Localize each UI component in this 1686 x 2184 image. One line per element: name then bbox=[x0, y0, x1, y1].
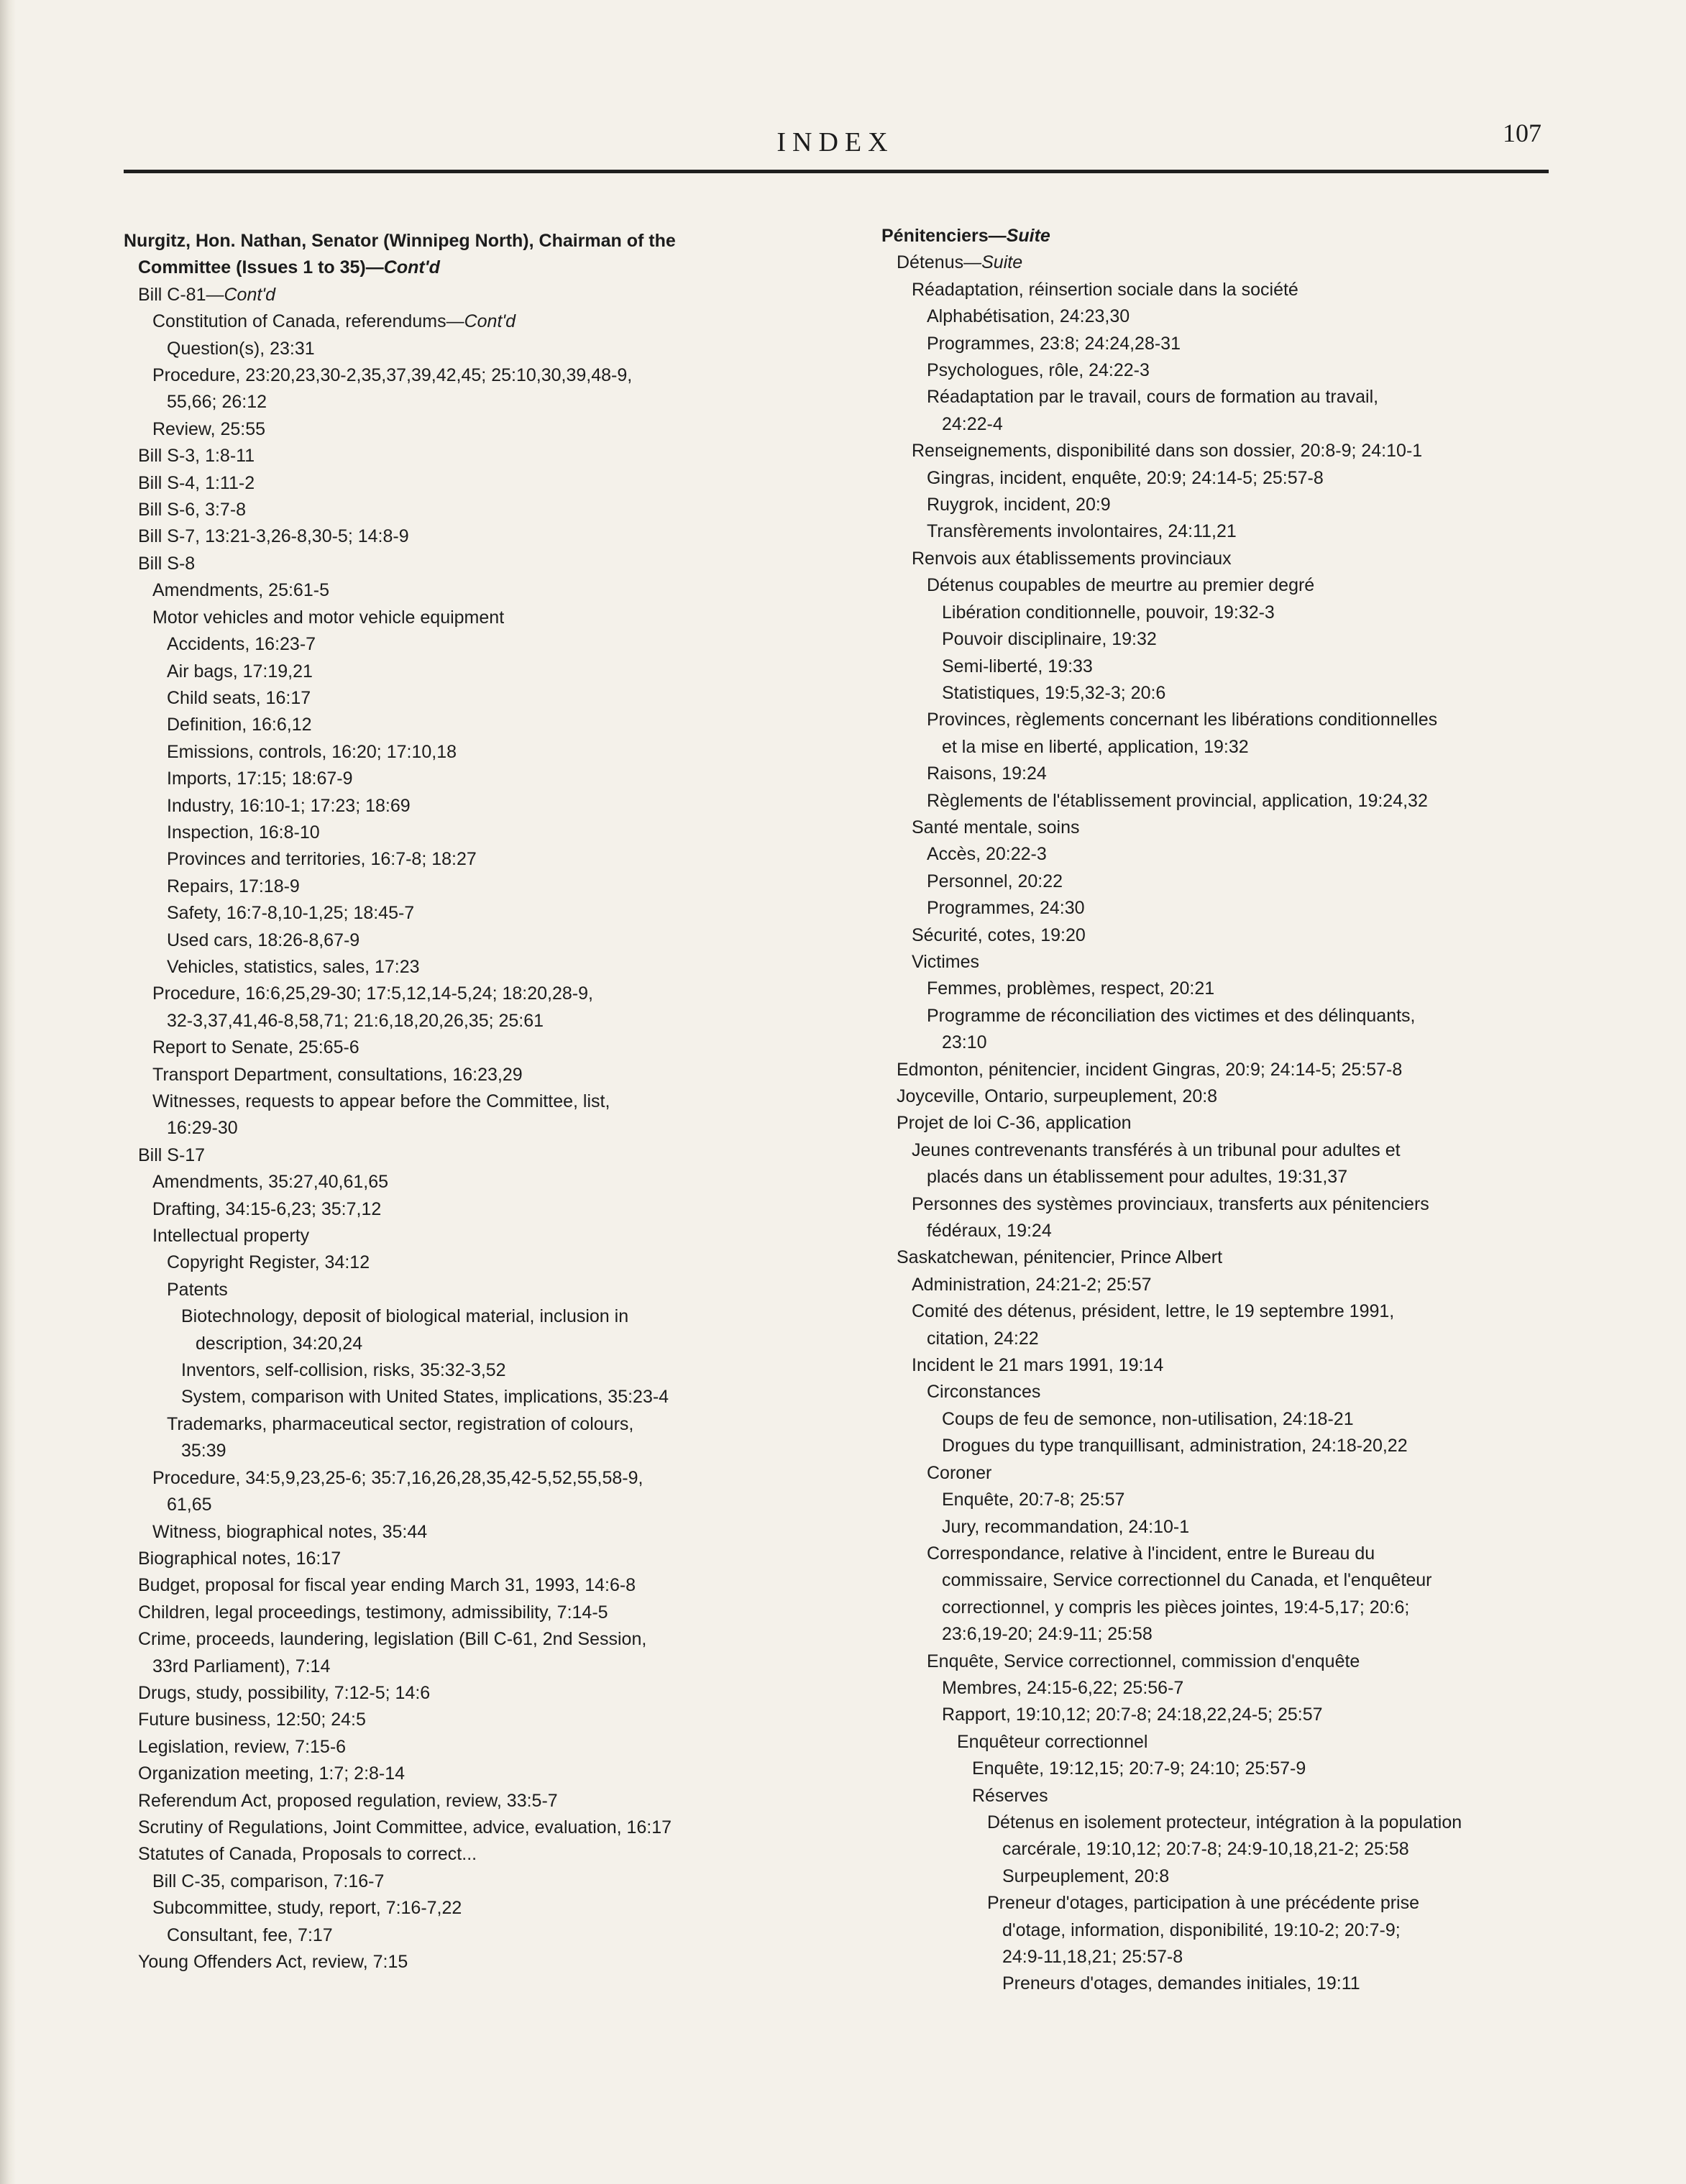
index-entry bbox=[881, 1970, 1615, 1997]
index-entry-text: Emissions, controls, 16:20; 17:10,18 bbox=[167, 741, 457, 762]
index-entry bbox=[124, 1841, 857, 1868]
index-entry-text: Raisons, 19:24 bbox=[927, 763, 1047, 784]
index-entry-text: Membres, 24:15-6,22; 25:56-7 bbox=[942, 1677, 1184, 1698]
index-entry bbox=[124, 631, 857, 658]
index-entry bbox=[124, 523, 857, 550]
index-entry bbox=[124, 712, 857, 738]
index-entry-text: Jeunes contrevenants transférés à un tribunal pour adultes et bbox=[912, 1139, 1401, 1160]
index-entry bbox=[124, 1492, 857, 1518]
index-entry-text: Children, legal proceedings, testimony, admissibility, 7:14-5 bbox=[138, 1602, 608, 1623]
index-entry bbox=[881, 1379, 1615, 1405]
index-entry bbox=[881, 600, 1615, 626]
index-entry-text: Semi-liberté, 19:33 bbox=[942, 656, 1093, 676]
index-entry-text: Enquête, Service correctionnel, commission d'enquête bbox=[927, 1651, 1360, 1671]
index-entry-text: citation, 24:22 bbox=[927, 1328, 1039, 1349]
index-entry bbox=[881, 249, 1615, 276]
index-entry bbox=[881, 1191, 1615, 1218]
continuation-marker: Cont'd bbox=[383, 257, 440, 278]
index-entry bbox=[124, 1331, 857, 1357]
index-entry-text: Child seats, 16:17 bbox=[167, 687, 311, 708]
index-entry-text: Consultant, fee, 7:17 bbox=[167, 1924, 333, 1945]
index-entry bbox=[881, 1244, 1615, 1271]
index-entry-text: Pouvoir disciplinaire, 19:32 bbox=[942, 629, 1157, 650]
index-entry-text: Trademarks, pharmaceutical sector, registration of colours, bbox=[167, 1413, 634, 1434]
index-entry bbox=[881, 572, 1615, 599]
index-entry-text: Détenus— bbox=[897, 252, 982, 273]
index-entry-text: Circonstances bbox=[927, 1382, 1041, 1403]
continuation-marker: Suite bbox=[1006, 226, 1050, 246]
index-entry bbox=[881, 1029, 1615, 1056]
index-entry-text: description, 34:20,24 bbox=[196, 1333, 363, 1354]
index-entry-text: Enquête, 19:12,15; 20:7-9; 24:10; 25:57-9 bbox=[972, 1758, 1306, 1779]
index-entry bbox=[881, 1890, 1615, 1917]
index-entry-text: Procedure, 34:5,9,23,25-6; 35:7,16,26,28,35,42-5,52,55,58-9, bbox=[152, 1467, 643, 1488]
index-entry-text: Constitution of Canada, referendums— bbox=[152, 311, 464, 332]
index-entry bbox=[881, 492, 1615, 518]
index-entry bbox=[124, 1761, 857, 1787]
index-entry bbox=[881, 1433, 1615, 1459]
right-index-column bbox=[881, 223, 1615, 1998]
index-entry bbox=[124, 900, 857, 927]
index-entry bbox=[124, 927, 857, 954]
index-entry-text: Surpeuplement, 20:8 bbox=[1002, 1866, 1170, 1886]
index-entry-text: Organization meeting, 1:7; 2:8-14 bbox=[138, 1763, 406, 1784]
index-entry bbox=[124, 336, 857, 362]
index-entry-text: Bill S-8 bbox=[138, 553, 196, 574]
index-entry bbox=[124, 470, 857, 497]
index-entry-text: 55,66; 26:12 bbox=[167, 392, 267, 413]
index-entry-text: Procedure, 23:20,23,30-2,35,37,39,42,45; 25:10,30,39,48-9, bbox=[152, 365, 633, 386]
index-entry bbox=[881, 1541, 1615, 1567]
index-entry-text: Correspondance, relative à l'incident, entre le Bureau du bbox=[927, 1543, 1375, 1564]
index-entry bbox=[124, 659, 857, 685]
index-entry-text: Bill S-4, 1:11-2 bbox=[138, 472, 255, 493]
left-index-column bbox=[124, 228, 857, 1976]
index-entry bbox=[124, 1034, 857, 1061]
index-entry bbox=[124, 739, 857, 766]
index-entry bbox=[124, 846, 857, 873]
index-entry-text: 32-3,37,41,46-8,58,71; 21:6,18,20,26,35; 25:61 bbox=[167, 1010, 544, 1031]
index-entry-text: Drafting, 34:15-6,23; 35:7,12 bbox=[152, 1198, 382, 1219]
index-entry bbox=[124, 793, 857, 820]
index-entry bbox=[881, 1944, 1615, 1970]
index-entry-text: Preneur d'otages, participation à une précédente prise bbox=[987, 1893, 1420, 1914]
index-entry bbox=[881, 465, 1615, 492]
index-entry-text: Détenus en isolement protecteur, intégration à la population bbox=[987, 1812, 1462, 1832]
index-entry bbox=[124, 497, 857, 523]
index-entry-text: Amendments, 35:27,40,61,65 bbox=[152, 1172, 389, 1193]
index-entry bbox=[124, 1438, 857, 1464]
index-entry-text: Réadaptation par le travail, cours de formation au travail, bbox=[927, 387, 1379, 408]
index-entry bbox=[881, 1756, 1615, 1782]
index-entry-text: Bill C-35, comparison, 7:16-7 bbox=[152, 1871, 385, 1891]
index-entry-text: placés dans un établissement pour adultes, 19:31,37 bbox=[927, 1167, 1348, 1188]
index-entry-text: Comité des détenus, président, lettre, le 19 septembre 1991, bbox=[912, 1301, 1395, 1322]
index-entry bbox=[124, 1922, 857, 1949]
index-entry bbox=[124, 954, 857, 981]
index-entry-text: Young Offenders Act, review, 7:15 bbox=[138, 1952, 408, 1972]
index-entry-text: Rapport, 19:10,12; 20:7-8; 24:18,22,24-5; 25:57 bbox=[942, 1704, 1323, 1725]
index-entry bbox=[124, 362, 857, 389]
continuation-marker: Cont'd bbox=[464, 311, 516, 332]
index-entry bbox=[881, 1406, 1615, 1433]
index-entry bbox=[881, 788, 1615, 815]
index-entry-text: Scrutiny of Regulations, Joint Committee, advice, evaluation, 16:17 bbox=[138, 1817, 672, 1837]
index-entry-text: Renvois aux établissements provinciaux bbox=[912, 548, 1232, 569]
index-entry bbox=[881, 411, 1615, 438]
index-entry-text: Coups de feu de semonce, non-utilisation, 24:18-21 bbox=[942, 1408, 1354, 1429]
page-shadow-edge bbox=[0, 0, 16, 2184]
index-entry-text: fédéraux, 19:24 bbox=[927, 1221, 1052, 1242]
index-entry bbox=[881, 1675, 1615, 1702]
index-entry-text: Preneurs d'otages, demandes initiales, 19:11 bbox=[1002, 1973, 1360, 1994]
page-number: 107 bbox=[1503, 119, 1541, 147]
index-entry-text: Referendum Act, proposed regulation, review, 33:5-7 bbox=[138, 1790, 558, 1811]
index-entry-text: Biotechnology, deposit of biological material, inclusion in bbox=[181, 1306, 629, 1327]
index-entry-text: Statistiques, 19:5,32-3; 20:6 bbox=[942, 682, 1166, 703]
index-entry bbox=[881, 1137, 1615, 1164]
index-entry-text: Provinces, règlements concernant les libérations conditionnelles bbox=[927, 710, 1438, 730]
continuation-marker: Cont'd bbox=[224, 284, 275, 305]
index-entry bbox=[124, 1196, 857, 1223]
index-entry bbox=[881, 1836, 1615, 1863]
page-title: INDEX bbox=[776, 127, 894, 157]
index-entry bbox=[881, 1567, 1615, 1594]
index-entry-text: Libération conditionnelle, pouvoir, 19:32-3 bbox=[942, 602, 1275, 623]
index-entry-text: Inventors, self-collision, risks, 35:32-3,52 bbox=[181, 1360, 506, 1381]
index-entry-text: Used cars, 18:26-8,67-9 bbox=[167, 930, 360, 950]
index-entry bbox=[881, 223, 1615, 249]
index-entry bbox=[881, 1702, 1615, 1728]
index-entry-text: Drogues du type tranquillisant, administration, 24:18-20,22 bbox=[942, 1436, 1408, 1456]
index-entry bbox=[881, 1057, 1615, 1083]
index-entry-text: correctionnel, y compris les pièces jointes, 19:4-5,17; 20:6; bbox=[942, 1597, 1410, 1618]
index-entry-text: Repairs, 17:18-9 bbox=[167, 876, 300, 896]
index-entry bbox=[124, 308, 857, 335]
index-entry-text: d'otage, information, disponibilité, 19:10-2; 20:7-9; bbox=[1002, 1919, 1401, 1940]
index-entry bbox=[124, 1465, 857, 1492]
index-entry bbox=[124, 873, 857, 900]
index-entry bbox=[881, 1164, 1615, 1190]
index-entry bbox=[124, 1519, 857, 1546]
index-entry-text: 23:10 bbox=[942, 1032, 987, 1053]
index-entry bbox=[124, 1949, 857, 1976]
index-entry bbox=[124, 820, 857, 846]
index-entry bbox=[124, 1895, 857, 1922]
index-entry-text: Budget, proposal for fiscal year ending March 31, 1993, 14:6-8 bbox=[138, 1575, 636, 1596]
index-entry bbox=[881, 1272, 1615, 1298]
index-entry-text: Question(s), 23:31 bbox=[167, 338, 315, 359]
index-entry bbox=[881, 1487, 1615, 1513]
index-entry-text: Drugs, study, possibility, 7:12-5; 14:6 bbox=[138, 1682, 431, 1703]
index-entry-text: Procedure, 16:6,25,29-30; 17:5,12,14-5,24; 18:20,28-9, bbox=[152, 983, 593, 1004]
index-entry-text: Psychologues, rôle, 24:22-3 bbox=[927, 360, 1150, 381]
index-entry-text: Programmes, 24:30 bbox=[927, 898, 1085, 919]
index-entry bbox=[881, 626, 1615, 653]
index-entry-text: 33rd Parliament), 7:14 bbox=[152, 1656, 331, 1676]
index-entry-text: Personnel, 20:22 bbox=[927, 871, 1063, 891]
index-entry-text: Patents bbox=[167, 1279, 228, 1300]
index-entry bbox=[124, 1249, 857, 1276]
index-entry-text: 16:29-30 bbox=[167, 1118, 238, 1139]
index-entry bbox=[881, 277, 1615, 303]
index-entry bbox=[881, 976, 1615, 1002]
index-entry bbox=[124, 981, 857, 1007]
index-entry bbox=[881, 734, 1615, 761]
index-entry-text: Saskatchewan, pénitencier, Prince Albert bbox=[897, 1247, 1223, 1268]
page-header bbox=[124, 115, 1547, 173]
index-entry bbox=[124, 1142, 857, 1169]
index-entry-text: Alphabétisation, 24:23,30 bbox=[927, 306, 1130, 327]
index-entry-text: Witnesses, requests to appear before the Committee, list, bbox=[152, 1091, 610, 1111]
index-entry bbox=[881, 1809, 1615, 1836]
index-entry-text: 61,65 bbox=[167, 1495, 212, 1515]
index-entry-text: 35:39 bbox=[181, 1441, 226, 1462]
index-entry-text: Industry, 16:10-1; 17:23; 18:69 bbox=[167, 795, 411, 816]
index-entry bbox=[881, 1783, 1615, 1809]
index-entry bbox=[124, 1223, 857, 1249]
index-entry-text: Règlements de l'établissement provincial, application, 19:24,32 bbox=[927, 790, 1428, 811]
index-entry bbox=[881, 1298, 1615, 1325]
index-entry-text: 24:9-11,18,21; 25:57-8 bbox=[1002, 1947, 1183, 1967]
index-entry bbox=[124, 1357, 857, 1384]
index-entry bbox=[124, 1734, 857, 1761]
index-entry bbox=[124, 1384, 857, 1410]
index-entry-text: Ruygrok, incident, 20:9 bbox=[927, 495, 1111, 515]
index-entry-text: Biographical notes, 16:17 bbox=[138, 1548, 342, 1569]
index-entry-text: Administration, 24:21-2; 25:57 bbox=[912, 1274, 1152, 1295]
index-entry bbox=[124, 1008, 857, 1034]
index-entry-text: Coroner bbox=[927, 1462, 992, 1483]
index-entry-text: Amendments, 25:61-5 bbox=[152, 580, 329, 601]
index-entry bbox=[881, 1514, 1615, 1541]
index-entry-text: Femmes, problèmes, respect, 20:21 bbox=[927, 978, 1215, 999]
index-entry bbox=[124, 1653, 857, 1680]
index-entry bbox=[881, 1863, 1615, 1890]
index-entry-text: Bill C-81— bbox=[138, 284, 224, 305]
index-entry bbox=[881, 1003, 1615, 1029]
index-entry bbox=[881, 384, 1615, 410]
index-entry-text: Report to Senate, 25:65-6 bbox=[152, 1037, 359, 1058]
index-entry bbox=[124, 1572, 857, 1599]
index-entry bbox=[124, 1788, 857, 1814]
index-entry-text: Enquête, 20:7-8; 25:57 bbox=[942, 1490, 1125, 1510]
index-entry-text: Transport Department, consultations, 16:23,29 bbox=[152, 1064, 523, 1085]
index-entry bbox=[881, 1648, 1615, 1675]
index-entry-text: Santé mentale, soins bbox=[912, 817, 1080, 838]
index-entry-text: et la mise en liberté, application, 19:32 bbox=[942, 736, 1249, 757]
index-entry bbox=[881, 1729, 1615, 1756]
index-entry-text: Jury, recommandation, 24:10-1 bbox=[942, 1516, 1190, 1537]
index-entry bbox=[881, 653, 1615, 680]
index-entry bbox=[124, 1303, 857, 1330]
index-entry bbox=[881, 895, 1615, 922]
index-entry-text: Imports, 17:15; 18:67-9 bbox=[167, 768, 353, 789]
index-entry bbox=[881, 1595, 1615, 1621]
index-entry-text: Bill S-6, 3:7-8 bbox=[138, 500, 247, 520]
index-entry bbox=[881, 841, 1615, 868]
index-entry bbox=[124, 228, 857, 254]
index-entry-text: Review, 25:55 bbox=[152, 418, 266, 439]
index-entry bbox=[881, 331, 1615, 357]
index-entry bbox=[124, 605, 857, 631]
index-entry bbox=[881, 1352, 1615, 1379]
index-entry-text: Statutes of Canada, Proposals to correct... bbox=[138, 1844, 477, 1865]
index-entry-text: Air bags, 17:19,21 bbox=[167, 661, 313, 682]
index-entry bbox=[124, 254, 857, 281]
index-entry bbox=[124, 1868, 857, 1895]
index-entry-text: Bill S-3, 1:8-11 bbox=[138, 446, 255, 467]
index-entry bbox=[124, 282, 857, 308]
index-entry-text: Committee (Issues 1 to 35)— bbox=[138, 257, 384, 278]
index-entry-text: Bill S-7, 13:21-3,26-8,30-5; 14:8-9 bbox=[138, 526, 409, 547]
index-entry bbox=[881, 949, 1615, 976]
index-entry bbox=[124, 1600, 857, 1626]
index-entry-text: Subcommittee, study, report, 7:16-7,22 bbox=[152, 1898, 462, 1919]
index-entry bbox=[124, 1088, 857, 1115]
index-entry-text: Réserves bbox=[972, 1785, 1048, 1806]
index-entry bbox=[124, 1115, 857, 1142]
index-entry-text: Détenus coupables de meurtre au premier degré bbox=[927, 575, 1315, 596]
index-entry bbox=[881, 922, 1615, 949]
index-entry bbox=[881, 707, 1615, 733]
header-rule bbox=[124, 170, 1549, 173]
index-entry bbox=[881, 518, 1615, 545]
index-entry bbox=[124, 1169, 857, 1196]
index-entry bbox=[881, 761, 1615, 787]
index-entry-text: Inspection, 16:8-10 bbox=[167, 822, 320, 843]
index-entry-text: Accidents, 16:23-7 bbox=[167, 634, 316, 655]
index-entry-text: Programmes, 23:8; 24:24,28-31 bbox=[927, 333, 1181, 354]
index-entry-text: Personnes des systèmes provinciaux, transferts aux pénitenciers bbox=[912, 1193, 1429, 1214]
index-entry bbox=[881, 868, 1615, 895]
index-entry bbox=[124, 551, 857, 577]
index-entry-text: Vehicles, statistics, sales, 17:23 bbox=[167, 956, 420, 977]
index-entry-text: System, comparison with United States, implications, 35:23-4 bbox=[181, 1387, 669, 1408]
index-entry bbox=[881, 1460, 1615, 1487]
index-entry bbox=[881, 303, 1615, 330]
index-entry-text: Definition, 16:6,12 bbox=[167, 715, 312, 735]
index-entry-text: commissaire, Service correctionnel du Canada, et l'enquêteur bbox=[942, 1570, 1432, 1591]
index-entry-text: Edmonton, pénitencier, incident Gingras, 20:9; 24:14-5; 25:57-8 bbox=[897, 1059, 1403, 1080]
index-entry-text: carcérale, 19:10,12; 20:7-8; 24:9-10,18,21-2; 25:58 bbox=[1002, 1839, 1409, 1860]
index-entry-text: 24:22-4 bbox=[942, 413, 1003, 434]
index-entry-text: Accès, 20:22-3 bbox=[927, 844, 1047, 865]
index-entry-text: Bill S-17 bbox=[138, 1144, 206, 1165]
index-entry-text: Réadaptation, réinsertion sociale dans la société bbox=[912, 279, 1298, 300]
index-entry-text: Joyceville, Ontario, surpeuplement, 20:8 bbox=[897, 1086, 1218, 1106]
index-entry bbox=[124, 1277, 857, 1303]
index-entry bbox=[124, 416, 857, 443]
index-entry bbox=[881, 1621, 1615, 1648]
index-entry-text: Motor vehicles and motor vehicle equipment bbox=[152, 607, 505, 628]
index-entry bbox=[124, 1546, 857, 1572]
index-entry bbox=[881, 1917, 1615, 1944]
index-entry-text: Pénitenciers— bbox=[881, 226, 1007, 246]
index-entry bbox=[124, 389, 857, 416]
index-entry-text: Nurgitz, Hon. Nathan, Senator (Winnipeg North), Chairman of the bbox=[124, 231, 676, 251]
index-entry bbox=[124, 1814, 857, 1841]
index-entry-text: Renseignements, disponibilité dans son dossier, 20:8-9; 24:10-1 bbox=[912, 441, 1423, 462]
index-entry-text: Incident le 21 mars 1991, 19:14 bbox=[912, 1355, 1164, 1376]
index-entry bbox=[124, 1680, 857, 1707]
index-entry bbox=[881, 1083, 1615, 1110]
index-entry-text: Future business, 12:50; 24:5 bbox=[138, 1710, 366, 1730]
index-entry-text: 23:6,19-20; 24:9-11; 25:58 bbox=[942, 1624, 1153, 1645]
index-entry bbox=[881, 546, 1615, 572]
index-entry bbox=[881, 815, 1615, 841]
index-entry-text: Intellectual property bbox=[152, 1226, 310, 1247]
index-entry-text: Gingras, incident, enquête, 20:9; 24:14-5; 25:57-8 bbox=[927, 467, 1324, 488]
index-entry-text: Enquêteur correctionnel bbox=[957, 1731, 1148, 1752]
index-entry bbox=[881, 1218, 1615, 1244]
index-entry bbox=[881, 357, 1615, 384]
index-entry bbox=[124, 1411, 857, 1438]
index-entry-text: Programme de réconciliation des victimes et des délinquants, bbox=[927, 1005, 1416, 1026]
index-entry-text: Legislation, review, 7:15-6 bbox=[138, 1736, 347, 1757]
index-entry bbox=[124, 1062, 857, 1088]
index-entry-text: Transfèrements involontaires, 24:11,21 bbox=[927, 521, 1237, 542]
index-entry-text: Safety, 16:7-8,10-1,25; 18:45-7 bbox=[167, 903, 415, 924]
index-entry-text: Provinces and territories, 16:7-8; 18:27 bbox=[167, 849, 477, 870]
index-entry bbox=[124, 1626, 857, 1653]
index-entry-text: Witness, biographical notes, 35:44 bbox=[152, 1521, 428, 1542]
index-entry-text: Projet de loi C-36, application bbox=[897, 1113, 1132, 1134]
index-entry bbox=[881, 680, 1615, 707]
continuation-marker: Suite bbox=[981, 252, 1023, 273]
index-entry-text: Crime, proceeds, laundering, legislation (Bill C-61, 2nd Session, bbox=[138, 1629, 647, 1650]
index-entry bbox=[881, 1110, 1615, 1137]
index-entry-text: Copyright Register, 34:12 bbox=[167, 1252, 370, 1273]
index-entry-text: Sécurité, cotes, 19:20 bbox=[912, 924, 1086, 945]
index-entry bbox=[124, 766, 857, 792]
index-entry bbox=[124, 443, 857, 469]
index-entry bbox=[124, 1707, 857, 1733]
index-entry bbox=[881, 1326, 1615, 1352]
index-entry bbox=[881, 438, 1615, 464]
index-entry-text: Victimes bbox=[912, 951, 980, 972]
index-entry bbox=[124, 577, 857, 604]
index-entry bbox=[124, 685, 857, 712]
